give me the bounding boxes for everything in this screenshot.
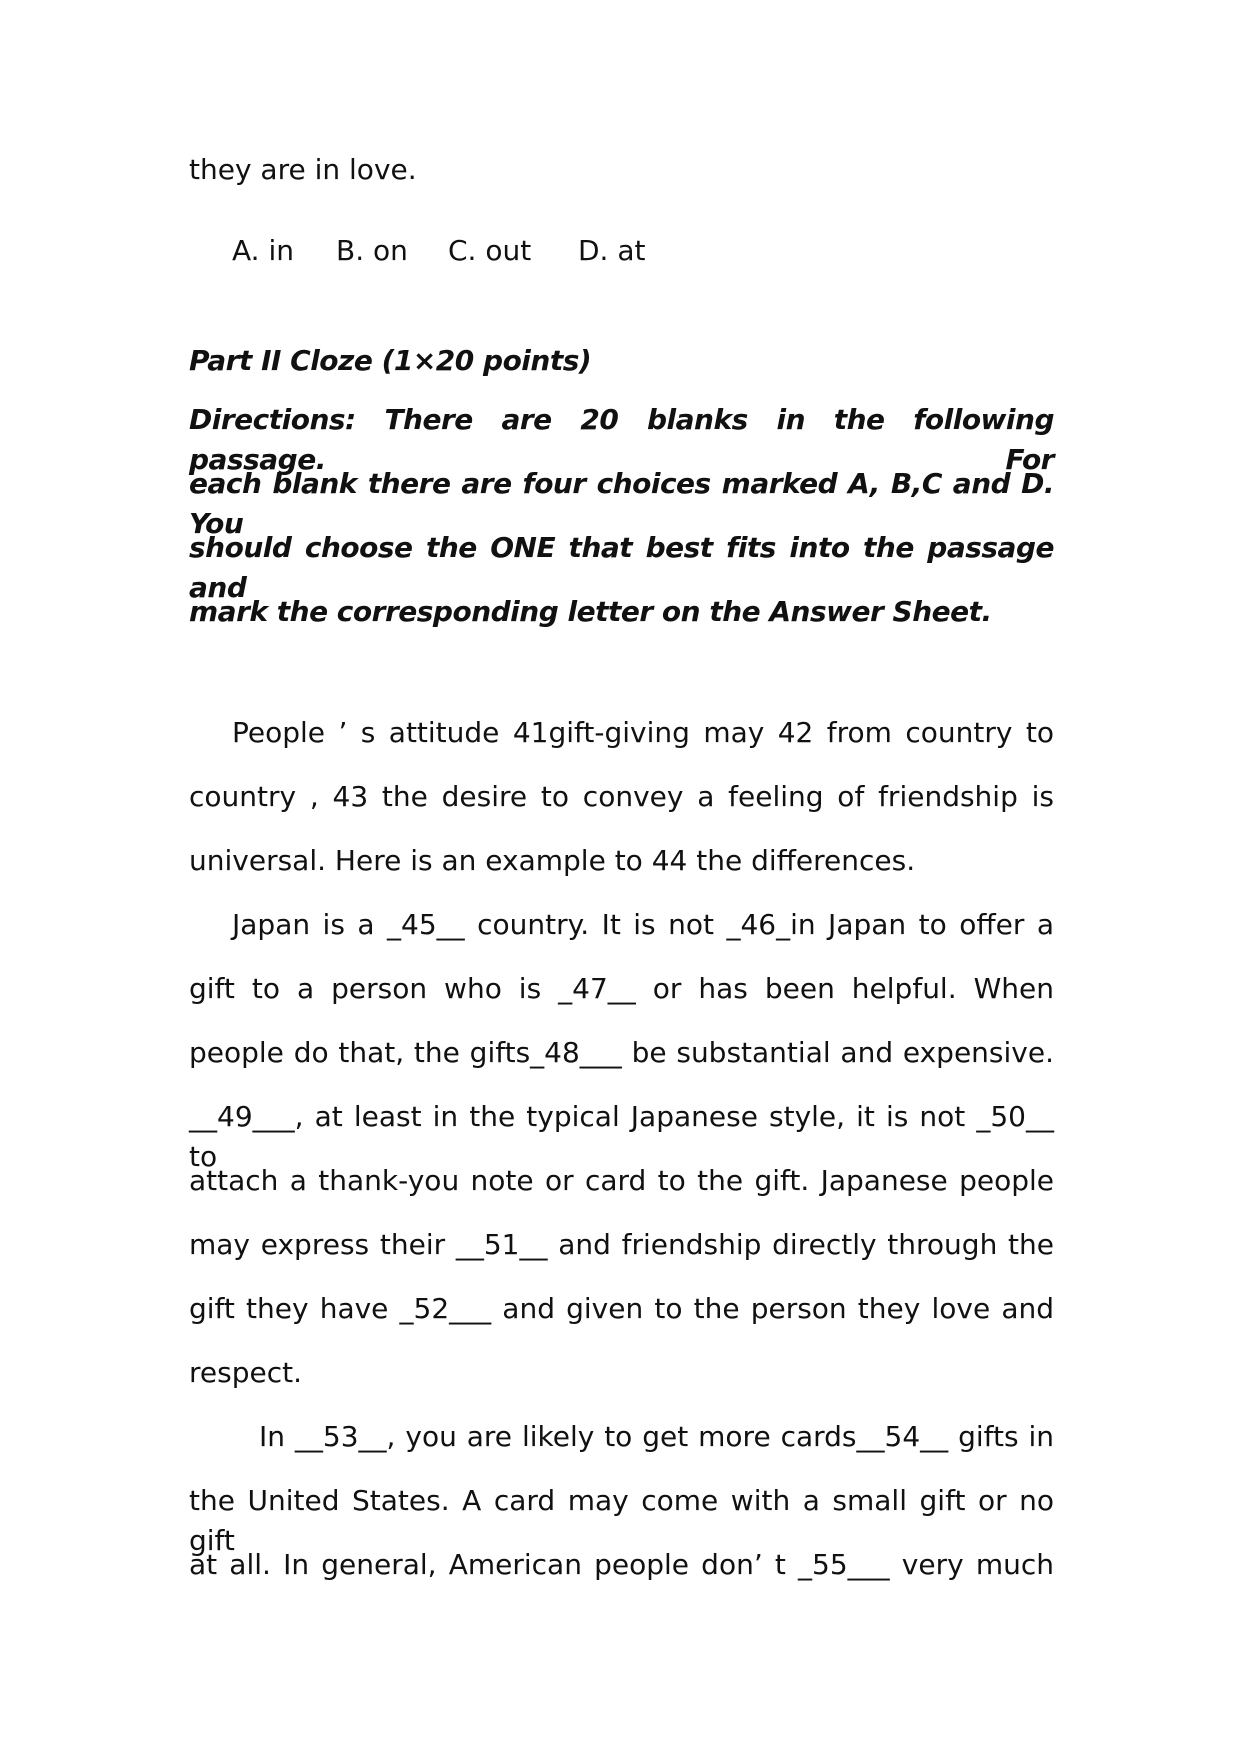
directions-line: should choose the ONE that best fits into the passage and — [189, 531, 1054, 604]
passage-line: In __53__, you are likely to get more cards__54__ gifts in — [259, 1420, 1054, 1453]
directions-line: Directions: There are 20 blanks in the following passage. For — [189, 403, 1054, 476]
option-d: D. at — [578, 234, 646, 267]
passage-line: at all. In general, American people don’ t _55___ very much — [189, 1548, 1054, 1581]
directions-line: each blank there are four choices marked A, B,C and D. You — [189, 467, 1054, 540]
passage-line: respect. — [189, 1356, 302, 1389]
passage-line: __49___, at least in the typical Japanese style, it is not _50__ to — [189, 1100, 1054, 1173]
passage-line: attach a thank-you note or card to the gift. Japanese people — [189, 1164, 1054, 1197]
passage-line: country , 43 the desire to convey a feeling of friendship is — [189, 780, 1054, 813]
passage-line: the United States. A card may come with a small gift or no gift — [189, 1484, 1054, 1557]
part-heading: Part II Cloze (1×20 points) — [189, 344, 592, 377]
passage-line: may express their __51__ and friendship directly through the — [189, 1228, 1054, 1261]
option-b: B. on — [336, 234, 408, 267]
passage-line: People ’ s attitude 41gift-giving may 42 from country to — [232, 716, 1054, 749]
option-a: A. in — [232, 234, 294, 267]
question-tail: they are in love. — [189, 153, 417, 186]
passage-line: people do that, the gifts_48___ be substantial and expensive. — [189, 1036, 1054, 1069]
passage-line: gift to a person who is _47__ or has been helpful. When — [189, 972, 1054, 1005]
passage-line: Japan is a _45__ country. It is not _46_in Japan to offer a — [232, 908, 1054, 941]
passage-line: gift they have _52___ and given to the person they love and — [189, 1292, 1054, 1325]
option-c: C. out — [448, 234, 532, 267]
directions-line: mark the corresponding letter on the Answer Sheet. — [189, 595, 992, 628]
answer-options — [232, 231, 646, 271]
passage-line: universal. Here is an example to 44 the differences. — [189, 844, 916, 877]
